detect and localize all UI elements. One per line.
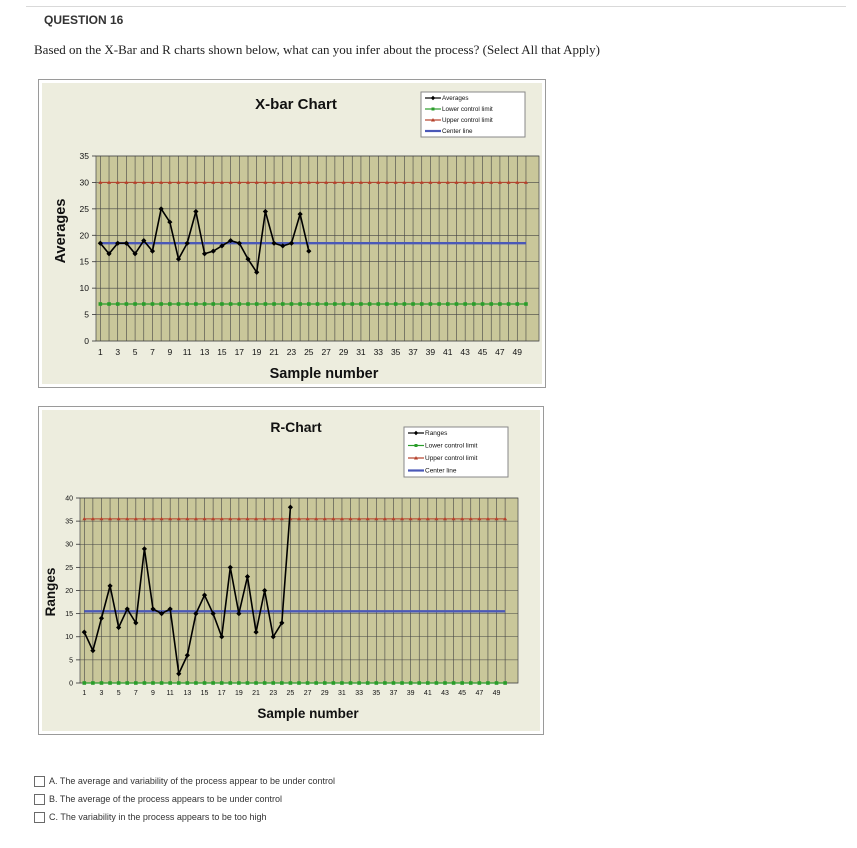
- lcl-marker: [246, 681, 250, 685]
- lcl-marker: [177, 681, 181, 685]
- x-tick-label: 11: [166, 690, 174, 697]
- y-tick-label: 35: [79, 150, 89, 161]
- x-tick-label: 39: [406, 690, 415, 697]
- y-tick-label: 25: [79, 203, 89, 214]
- lcl-marker: [134, 681, 138, 685]
- lcl-marker: [383, 681, 387, 685]
- lcl-marker: [478, 681, 482, 685]
- r-chart-svg: [38, 406, 544, 735]
- lcl-marker: [263, 681, 267, 685]
- x-tick-label: 29: [338, 347, 349, 357]
- lcl-marker: [99, 302, 103, 306]
- lcl-marker: [498, 302, 502, 306]
- lcl-marker: [117, 681, 121, 685]
- lcl-marker: [228, 681, 232, 685]
- lcl-marker: [409, 681, 413, 685]
- lcl-marker: [237, 681, 241, 685]
- y-tick-label: 10: [65, 634, 73, 642]
- lcl-marker: [125, 302, 129, 306]
- option-c[interactable]: [34, 808, 335, 826]
- option-a[interactable]: [34, 772, 335, 790]
- y-tick-label: 5: [69, 657, 73, 665]
- x-tick-label: 5: [116, 690, 121, 697]
- lcl-marker: [203, 302, 207, 306]
- lcl-marker: [332, 681, 336, 685]
- y-tick-label: 5: [84, 309, 89, 320]
- lcl-marker: [469, 681, 473, 685]
- lcl-marker: [324, 302, 328, 306]
- option-a-label: A. The average and variability of the process appear to be under control: [49, 776, 336, 786]
- x-tick-label: 19: [234, 690, 243, 697]
- lcl-marker: [91, 681, 95, 685]
- x-tick-label: 31: [338, 690, 346, 697]
- lcl-marker: [116, 302, 120, 306]
- lcl-marker: [481, 302, 485, 306]
- legend-label: Averages: [442, 95, 469, 103]
- lcl-marker: [489, 302, 493, 306]
- x-tick-label: 41: [443, 347, 453, 357]
- y-tick-label: 35: [65, 518, 73, 526]
- y-tick-label: 40: [65, 495, 73, 503]
- xbar-chart-svg: [38, 79, 546, 388]
- lcl-marker: [306, 681, 310, 685]
- x-tick-label: 37: [389, 690, 398, 697]
- y-tick-label: 30: [79, 177, 89, 188]
- lcl-marker: [374, 681, 378, 685]
- option-b[interactable]: [34, 790, 335, 808]
- lcl-marker: [100, 681, 104, 685]
- lcl-marker: [435, 681, 439, 685]
- lcl-marker: [357, 681, 361, 685]
- lcl-marker: [460, 681, 464, 685]
- lcl-marker: [417, 681, 421, 685]
- lcl-marker: [452, 681, 456, 685]
- lcl-marker: [443, 681, 447, 685]
- option-b-checkbox[interactable]: [34, 794, 45, 805]
- x-tick-label: 3: [115, 347, 121, 357]
- y-tick-label: 15: [65, 611, 73, 619]
- lcl-marker: [429, 302, 433, 306]
- chart-title: X-bar Chart: [255, 96, 337, 113]
- option-b-label: B. The average of the process appears to be under control: [49, 794, 282, 804]
- x-tick-label: 9: [167, 347, 173, 357]
- y-tick-label: 25: [65, 564, 73, 572]
- lcl-marker: [486, 681, 490, 685]
- legend-marker: [415, 444, 418, 447]
- legend-label: Lower control limit: [442, 106, 493, 114]
- lcl-marker: [290, 302, 294, 306]
- y-tick-label: 15: [79, 256, 89, 267]
- x-tick-label: 49: [492, 690, 501, 697]
- lcl-marker: [246, 302, 250, 306]
- lcl-marker: [463, 302, 467, 306]
- lcl-marker: [220, 302, 224, 306]
- lcl-marker: [411, 302, 415, 306]
- lcl-marker: [359, 302, 363, 306]
- lcl-marker: [340, 681, 344, 685]
- lcl-marker: [307, 302, 311, 306]
- x-tick-label: 21: [252, 690, 260, 697]
- lcl-marker: [271, 681, 275, 685]
- lcl-marker: [194, 681, 198, 685]
- lcl-marker: [446, 302, 450, 306]
- x-tick-label: 13: [183, 690, 192, 697]
- chart-title: R-Chart: [270, 419, 322, 435]
- lcl-marker: [342, 302, 346, 306]
- x-tick-label: 27: [303, 690, 312, 697]
- lcl-marker: [368, 302, 372, 306]
- lcl-marker: [385, 302, 389, 306]
- chart-legend: [421, 92, 525, 137]
- chart-legend: [404, 427, 508, 477]
- y-tick-label: 20: [65, 587, 73, 595]
- legend-marker: [432, 108, 435, 111]
- lcl-marker: [333, 302, 337, 306]
- x-tick-label: 27: [321, 347, 331, 357]
- x-tick-label: 35: [372, 690, 381, 697]
- lcl-marker: [185, 302, 189, 306]
- x-tick-label: 37: [408, 347, 418, 357]
- lcl-marker: [186, 681, 190, 685]
- lcl-marker: [125, 681, 129, 685]
- lcl-marker: [255, 302, 259, 306]
- lcl-marker: [392, 681, 396, 685]
- x-tick-label: 25: [304, 347, 314, 357]
- x-tick-label: 3: [99, 690, 104, 697]
- lcl-marker: [297, 681, 301, 685]
- x-tick-label: 47: [495, 347, 505, 357]
- x-tick-label: 33: [355, 690, 364, 697]
- lcl-marker: [168, 302, 172, 306]
- y-axis-label: Averages: [53, 198, 69, 264]
- x-tick-label: 15: [200, 690, 209, 697]
- x-tick-label: 19: [251, 347, 262, 357]
- lcl-marker: [211, 302, 215, 306]
- legend-label: Center line: [425, 467, 457, 475]
- legend-label: Lower control limit: [425, 442, 478, 450]
- lcl-marker: [229, 302, 233, 306]
- lcl-marker: [314, 681, 318, 685]
- lcl-marker: [377, 302, 381, 306]
- lcl-marker: [143, 681, 147, 685]
- x-tick-label: 33: [373, 347, 384, 357]
- x-axis-label: Sample number: [257, 706, 359, 721]
- lcl-marker: [142, 302, 146, 306]
- lcl-marker: [507, 302, 511, 306]
- lcl-marker: [298, 302, 302, 306]
- lcl-marker: [133, 302, 137, 306]
- x-tick-label: 39: [425, 347, 436, 357]
- lcl-marker: [503, 681, 507, 685]
- x-tick-label: 11: [182, 347, 192, 357]
- x-tick-label: 35: [390, 347, 401, 357]
- lcl-marker: [280, 681, 284, 685]
- lcl-marker: [316, 302, 320, 306]
- x-axis-label: Sample number: [269, 366, 379, 382]
- option-c-label: C. The variability in the process appears to be too high: [49, 812, 267, 822]
- lcl-marker: [437, 302, 441, 306]
- lcl-marker: [515, 302, 519, 306]
- y-axis-label: Ranges: [43, 567, 58, 617]
- lcl-marker: [495, 681, 499, 685]
- lcl-marker: [211, 681, 215, 685]
- x-tick-label: 29: [320, 690, 329, 697]
- x-tick-label: 1: [97, 347, 103, 357]
- legend-label: Upper control limit: [425, 455, 478, 463]
- x-tick-label: 9: [151, 690, 155, 697]
- lcl-marker: [455, 302, 459, 306]
- x-tick-label: 7: [150, 347, 155, 357]
- answer-options: [34, 772, 335, 826]
- x-tick-label: 49: [512, 347, 523, 357]
- question-heading: QUESTION 16: [44, 13, 124, 27]
- lcl-marker: [403, 302, 407, 306]
- x-tick-label: 1: [82, 690, 87, 697]
- xbar-chart: [38, 79, 546, 388]
- option-c-checkbox[interactable]: [34, 812, 45, 823]
- lcl-marker: [254, 681, 258, 685]
- lcl-marker: [264, 302, 268, 306]
- x-tick-label: 41: [423, 690, 432, 697]
- lcl-marker: [220, 681, 224, 685]
- x-tick-label: 21: [269, 347, 279, 357]
- legend-label: Ranges: [425, 430, 448, 438]
- lcl-marker: [151, 302, 155, 306]
- y-tick-label: 10: [79, 283, 89, 294]
- x-tick-label: 23: [269, 690, 278, 697]
- x-tick-label: 17: [234, 347, 245, 357]
- x-tick-label: 43: [441, 690, 449, 697]
- lcl-marker: [108, 681, 112, 685]
- lcl-marker: [323, 681, 327, 685]
- lcl-marker: [203, 681, 207, 685]
- x-tick-label: 45: [477, 347, 488, 357]
- x-tick-label: 43: [460, 347, 470, 357]
- lcl-marker: [168, 681, 172, 685]
- legend-label: Center line: [442, 128, 473, 136]
- lcl-marker: [349, 681, 353, 685]
- lcl-marker: [238, 302, 242, 306]
- y-tick-label: 0: [84, 335, 89, 346]
- y-tick-label: 0: [69, 680, 73, 688]
- lcl-marker: [281, 302, 285, 306]
- r-chart: [38, 406, 544, 735]
- option-a-checkbox[interactable]: [34, 776, 45, 787]
- question-prompt: Based on the X-Bar and R charts shown below, what can you infer about the process? (Select All that Apply): [34, 42, 600, 57]
- legend-label: Upper control limit: [442, 117, 493, 125]
- x-tick-label: 23: [286, 347, 297, 357]
- x-tick-label: 7: [133, 690, 138, 697]
- lcl-marker: [472, 302, 476, 306]
- x-tick-label: 13: [199, 347, 210, 357]
- lcl-marker: [420, 302, 424, 306]
- lcl-marker: [151, 681, 155, 685]
- lcl-marker: [194, 302, 198, 306]
- y-tick-label: 30: [65, 541, 73, 549]
- lcl-marker: [289, 681, 293, 685]
- lcl-marker: [394, 302, 398, 306]
- lcl-marker: [177, 302, 181, 306]
- lcl-marker: [160, 681, 164, 685]
- lcl-marker: [272, 302, 276, 306]
- lcl-marker: [350, 302, 354, 306]
- x-tick-label: 17: [217, 690, 226, 697]
- lcl-marker: [159, 302, 163, 306]
- lcl-marker: [426, 681, 430, 685]
- x-tick-label: 47: [475, 690, 484, 697]
- lcl-marker: [366, 681, 370, 685]
- top-divider: [26, 6, 846, 7]
- x-tick-label: 25: [286, 690, 295, 697]
- lcl-marker: [107, 302, 111, 306]
- x-tick-label: 45: [458, 690, 467, 697]
- lcl-marker: [524, 302, 528, 306]
- x-tick-label: 15: [217, 347, 227, 357]
- y-tick-label: 20: [79, 230, 89, 241]
- lcl-marker: [82, 681, 86, 685]
- lcl-marker: [400, 681, 404, 685]
- x-tick-label: 31: [356, 347, 366, 357]
- x-tick-label: 5: [132, 347, 138, 357]
